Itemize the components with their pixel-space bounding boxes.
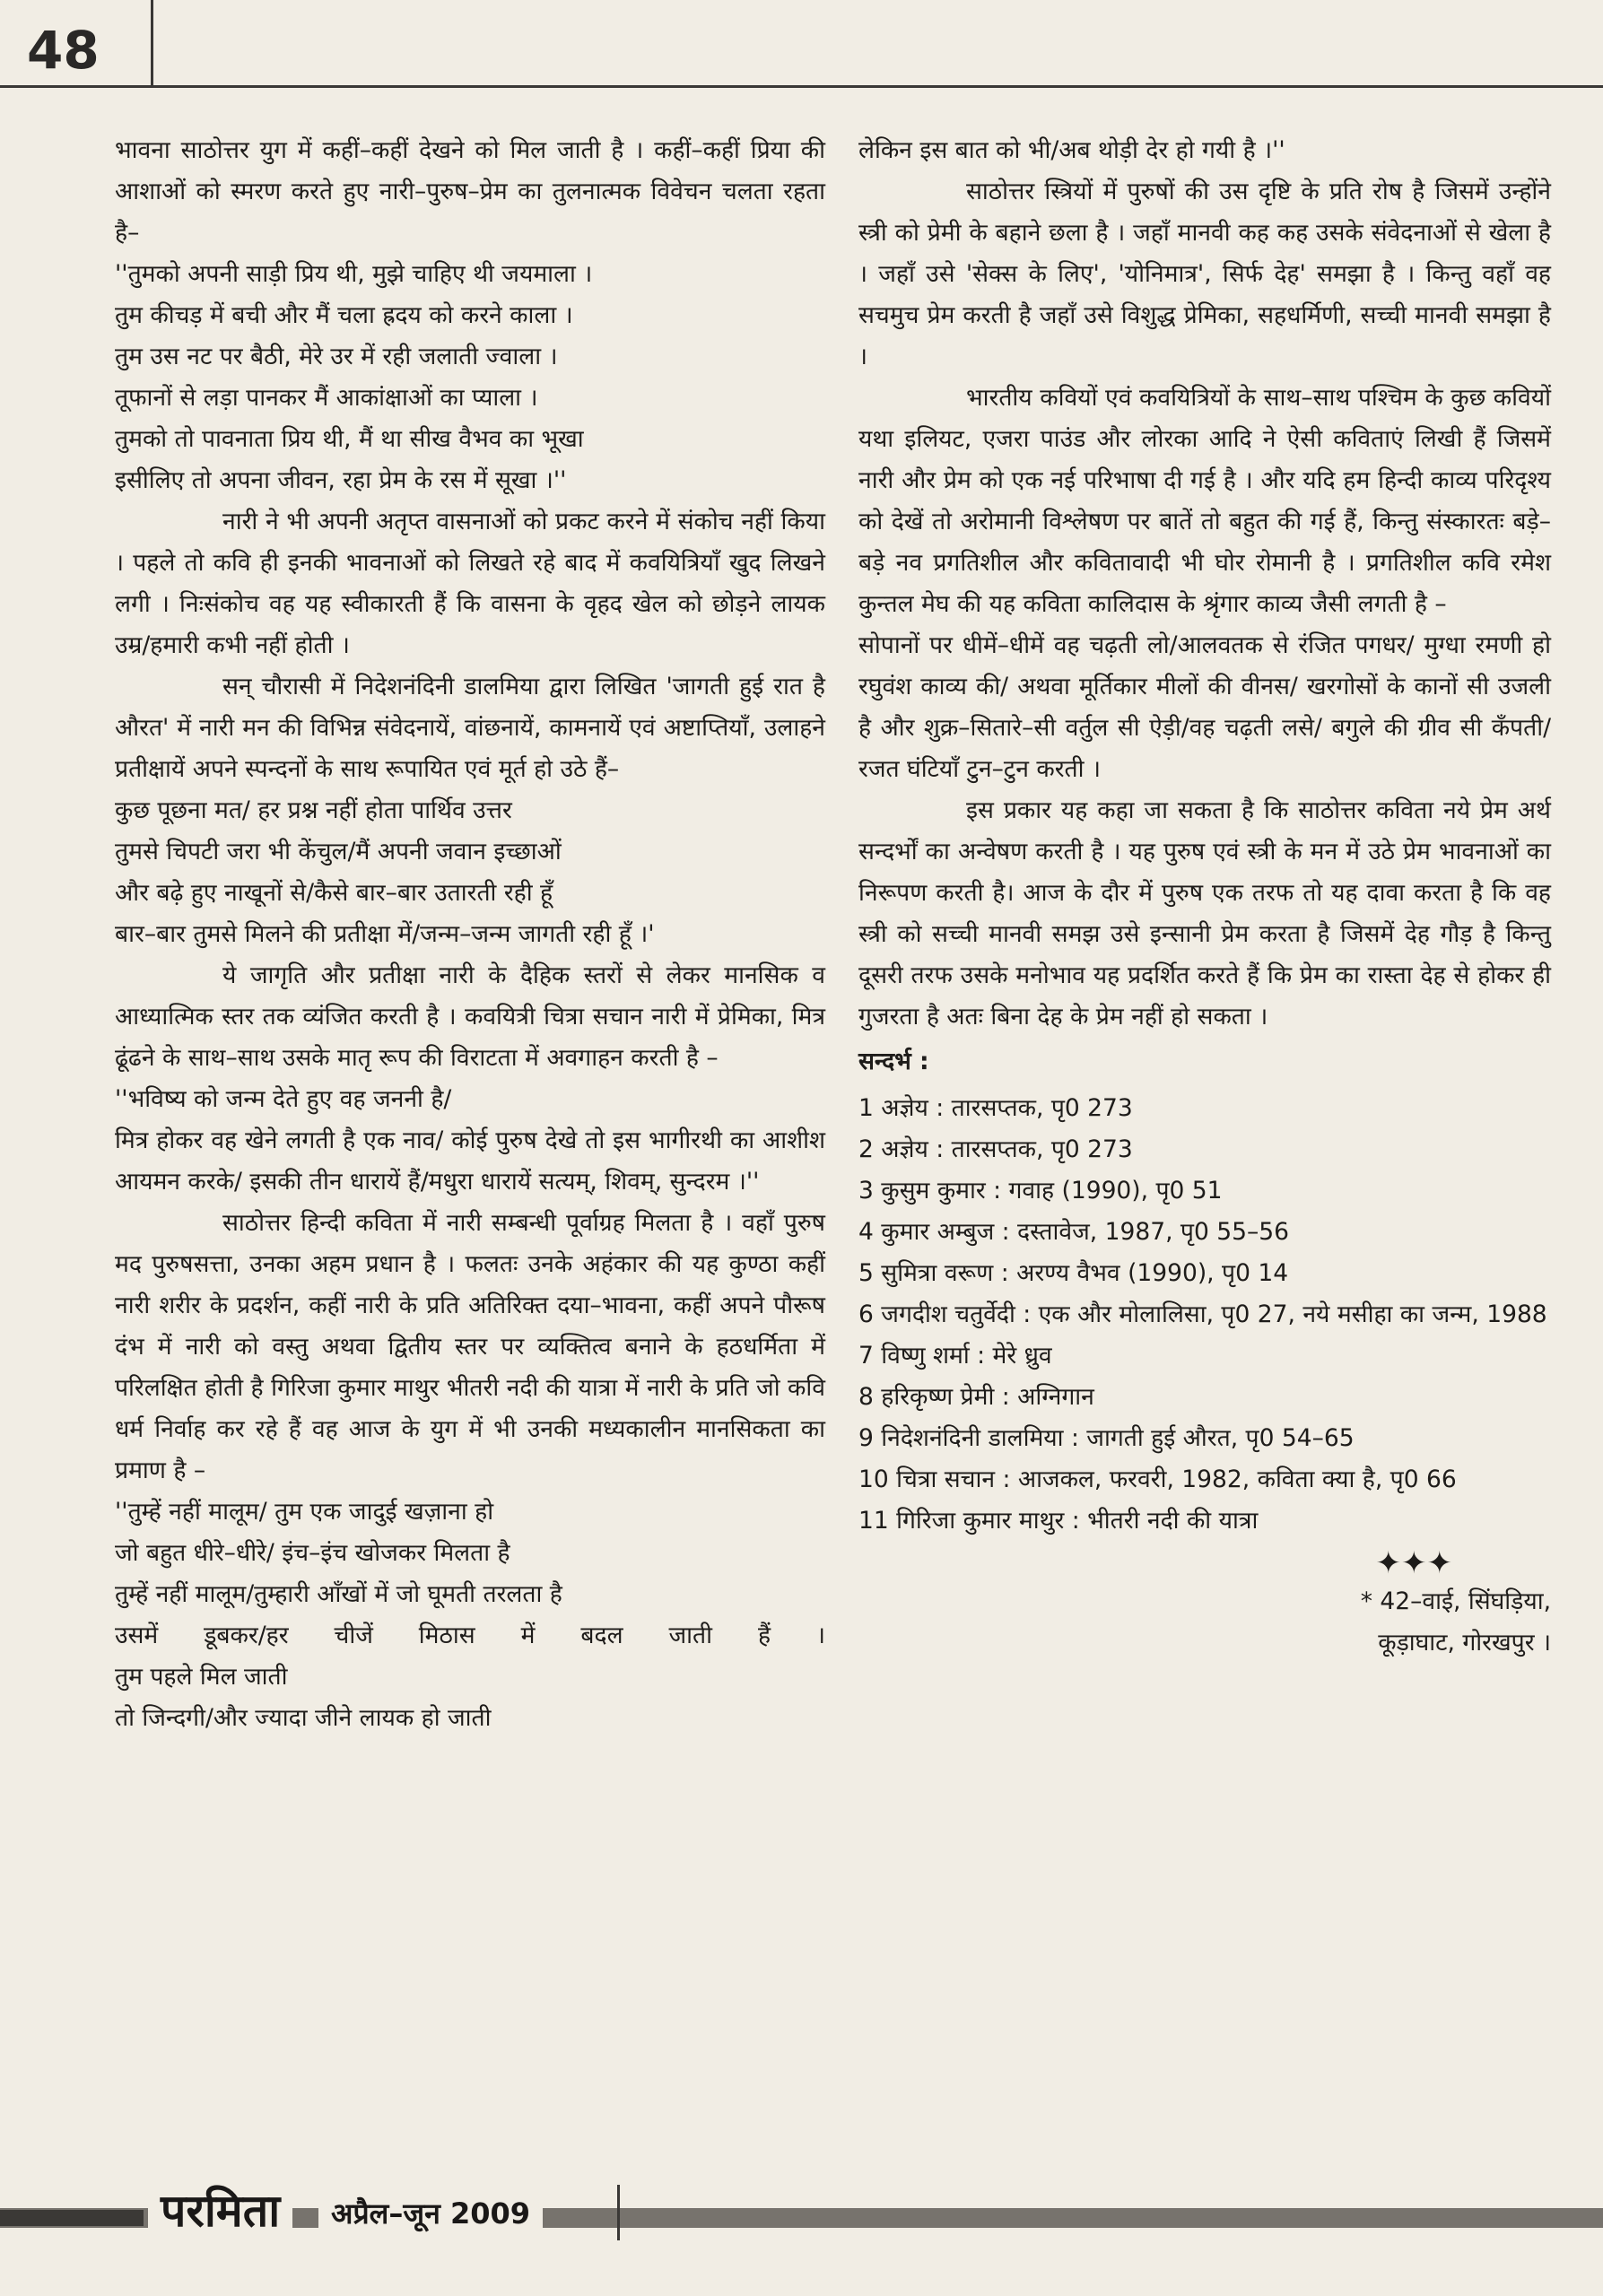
header-divider — [0, 85, 1603, 88]
paragraph: भावना साठोत्तर युग में कहीं–कहीं देखने को मिल जाती है । कहीं–कहीं प्रिया की आशाओं को स्मरण करते हुए नारी–पुरुष–प्रेम का तुलनात्मक विवेचन चलता रहता है– — [115, 136, 825, 247]
author-address-line: * 42–वाई, सिंघड़िया, — [1360, 1587, 1551, 1615]
footer-band-accent — [0, 2210, 144, 2226]
poem-line: जो बहुत धीरे–धीरे/ इंच–इंच खोजकर मिलता है — [115, 1539, 510, 1567]
poem-line: तुम उस नट पर बैठी, मेरे उर में रही जलाती ज्वाला । — [115, 343, 558, 370]
poem-quote — [115, 254, 825, 501]
poem-line: तूफानों से लड़ा पानकर मैं आकांक्षाओं का प्याला । — [115, 384, 538, 412]
reference-item: 8 हरिकृष्ण प्रेमी : अग्निगान — [858, 1383, 1094, 1411]
poem-line: कुछ पूछना मत/ हर प्रश्न नहीं होता पार्थिव उत्तर — [115, 796, 512, 824]
section-end-stars: ✦✦✦ — [1375, 1545, 1452, 1581]
poem-line: इसीलिए तो अपना जीवन, रहा प्रेम के रस में सूखा ।'' — [115, 466, 567, 494]
paragraph: साठोत्तर हिन्दी कविता में नारी सम्बन्धी पूर्वाग्रह मिलता है । वहाँ पुरुष मद पुरुषसत्ता, उनका अहम प्रधान है । फलतः उनके अहंकार की यह कुण्ठा कहीं नारी शरीर के प्रदर्शन, कहीं नारी के प्रति अतिरिक्त दया–भावना, कहीं अपने पौरूष दंभ में नारी को वस्तु अथवा द्वितीय स्तर पर व्यक्तित्व बनाने के हठधर्मिता में परिलक्षित होती है गिरिजा कुमार माथुर भीतरी नदी की यात्रा में नारी के प्रति जो कवि धर्म निर्वाह कर रहे हैं वह आज के युग में भी उनकी मध्यकालीन मानसिकता का प्रमाण है – — [115, 1209, 825, 1484]
reference-item: 9 निदेशनंदिनी डालमिया : जागती हुई औरत, पृ0 54–65 — [858, 1424, 1355, 1452]
paragraph: ये जागृति और प्रतीक्षा नारी के दैहिक स्तरों से लेकर मानसिक व आध्यात्मिक स्तर तक व्यंजित करती है । कवयित्री चित्रा सचान नारी में प्रेमिका, मित्र ढूंढने के साथ–साथ उसके मातृ रूप की विराटता में अवगाहन करती है – — [115, 961, 825, 1072]
issue-date: अप्रैल–जून 2009 — [318, 2187, 543, 2240]
poem-quote — [115, 790, 825, 914]
footer-divider — [617, 2185, 620, 2240]
poem-line: तुम्हें नहीं मालूम/तुम्हारी आँखों में जो घूमती तरलता है — [115, 1580, 562, 1608]
paragraph: भारतीय कवियों एवं कवयित्रियों के साथ–साथ पश्चिम के कुछ कवियों यथा इलियट, एजरा पाउंड और लोरका आदि ने ऐसी कविताएं लिखी हैं जिसमें नारी और प्रेम को एक नई परिभाषा दी गई है । और यदि हम हिन्दी काव्य परिदृश्य को देखें तो अरोमानी विश्लेषण पर बातें तो बहुत की गई हैं, किन्तु संस्कारतः बड़े–बड़े नव प्रगतिशील और कवितावादी भी घोर रोमानी है । प्रगतिशील कवि रमेश कुन्तल मेघ की यह कविता कालिदास के श्रृंगार काव्य जैसी लगती है – — [858, 384, 1551, 618]
page-footer — [0, 2179, 1603, 2251]
reference-item: 11 गिरिजा कुमार माथुर : भीतरी नदी की यात्रा — [858, 1507, 1259, 1535]
paragraph: साठोत्तर स्त्रियों में पुरुषों की उस दृष्टि के प्रति रोष है जिसमें उन्होंने स्त्री को प्रेमी के बहाने छला है । जहाँ मानवी कह कह उसके संवेदनाओं से खेला है । जहाँ उसे 'सेक्स के लिए', 'योनिमात्र', सिर्फ देह' समझा है । किन्तु वहाँ वह सचमुच प्रेम करती है जहाँ उसे विशुद्ध प्रेमिका, सहधर्मिणी, सच्ची मानवी समझा है । — [858, 178, 1551, 370]
poem-quote — [115, 1492, 825, 1615]
poem-line: तुम कीचड़ में बची और मैं चला ह्रदय को करने काला । — [115, 301, 573, 329]
poem-line: तुमको तो पावनाता प्रिय थी, मैं था सीख वैभव का भूखा — [115, 425, 584, 453]
poem-line: ''भविष्य को जन्म देते हुए वह जननी है/ — [115, 1085, 452, 1113]
reference-item: 7 विष्णु शर्मा : मेरे ध्रुव — [858, 1342, 1052, 1370]
poem-line: और बढ़े हुए नाखूनों से/कैसे बार–बार उतारती रही हूँ — [115, 879, 553, 907]
poem-line: तुम पहले मिल जाती — [115, 1663, 288, 1691]
page-number: 48 — [27, 20, 100, 81]
author-address-line: कूड़ाघाट, गोरखपुर । — [1378, 1629, 1551, 1657]
references-title: सन्दर्भ : — [858, 1048, 929, 1075]
poem-line: ''तुम्हें नहीं मालूम/ तुम एक जादुई खज़ाना हो — [115, 1498, 494, 1526]
poem-line: बार–बार तुमसे मिलने की प्रतीक्षा में/जन्म–जन्म जागती रही हूँ ।' — [115, 920, 655, 948]
references-list — [858, 1088, 1551, 1542]
paragraph: सन् चौरासी में निदेशनंदिनी डालमिया द्वारा लिखित 'जागती हुई रात है औरत' में नारी मन की विभिन्न संवेदनायें, वांछनायें, कामनायें एवं अष्टाप्तियाँ, उलाहने प्रतीक्षायें अपने स्पन्दनों के साथ रूपायित एवं मूर्त हो उठे हैं– — [115, 673, 825, 783]
poem-line: ''तुमको अपनी साड़ी प्रिय थी, मुझे चाहिए थी जयमाला । — [115, 260, 593, 288]
poem-line: लेकिन इस बात को भी/अब थोड़ी देर हो गयी है ।'' — [858, 136, 1285, 164]
reference-item: 3 कुसुम कुमार : गवाह (1990), पृ0 51 — [858, 1177, 1223, 1205]
reference-item: 2 अज्ञेय : तारसप्तक, पृ0 273 — [858, 1135, 1133, 1163]
poem-line: तो जिन्दगी/और ज्यादा जीने लायक हो जाती — [115, 1704, 492, 1732]
magazine-name: परमिता — [148, 2179, 292, 2242]
reference-item: 5 सुमित्रा वरूण : अरण्य वैभव (1990), पृ0 14 — [858, 1259, 1289, 1287]
poem-quote — [115, 1079, 825, 1120]
poem-line: तुमसे चिपटी जरा भी केंचुल/मैं अपनी जवान इच्छाओं — [115, 838, 562, 865]
reference-item: 1 अज्ञेय : तारसप्तक, पृ0 273 — [858, 1094, 1133, 1122]
poem-line: उसमें डूबकर/हर चीजें मिठास में बदल जाती हैं । — [115, 1622, 825, 1649]
poem-line: मित्र होकर वह खेने लगती है एक नाव/ कोई पुरुष देखे तो इस भागीरथी का आशीश आयमन करके/ इसकी तीन धारायें हैं/मधुरा धारायें सत्यम्, शिवम्, सुन्दरम ।'' — [115, 1126, 825, 1196]
header-divider-vertical — [151, 0, 153, 88]
poem-quote: सोपानों पर धीमें–धीमें वह चढ़ती लो/आलवतक से रंजित पगधर/ मुग्धा रमणी हो रघुवंश काव्य की/ अथवा मूर्तिकार मीलों की वीनस/ खरगोसों के कानों सी उजली है और शुक्र–सितारे–सी वर्तुल सी ऐड़ी/वह चढ़ती लसे/ बगुले की ग्रीव सी कँपती/रजत घंटियाँ टुन–टुन करती । — [858, 631, 1551, 783]
reference-item: 10 चित्रा सचान : आजकल, फरवरी, 1982, कविता क्या है, पृ0 66 — [858, 1465, 1457, 1493]
reference-item: 6 जगदीश चतुर्वेदी : एक और मोलालिसा, पृ0 27, नये मसीहा का जन्म, 1988 — [858, 1300, 1547, 1328]
right-column — [858, 130, 1551, 1664]
left-column — [115, 130, 825, 1739]
reference-item: 4 कुमार अम्बुज : दस्तावेज, 1987, पृ0 55–56 — [858, 1218, 1289, 1246]
paragraph: नारी ने भी अपनी अतृप्त वासनाओं को प्रकट करने में संकोच नहीं किया । पहले तो कवि ही इनकी भावनाओं को लिखते रहे बाद में कवयित्रियाँ खुद लिखने लगी । निःसंकोच वह यह स्वीकारती हैं कि वासना के वृहद खेल को छोड़ने लायक उम्र/हमारी कभी नहीं होती । — [115, 508, 825, 659]
paragraph: इस प्रकार यह कहा जा सकता है कि साठोत्तर कविता नये प्रेम अर्थ सन्दर्भों का अन्वेषण करती है । यह पुरुष एवं स्त्री के मन में उठे प्रेम भावनाओं का निरूपण करती है। आज के दौर में पुरुष एक तरफ तो यह दावा करता है कि वह स्त्री को सच्ची मानवी समझ उसे इन्सानी प्रेम करता है जिसमें देह गौड़ है किन्तु दूसरी तरफ उसके मनोभाव यह प्रदर्शित करते हैं कि प्रेम का रास्ता देह से होकर ही गुजरता है अतः बिना देह के प्रेम नहीं हो सकता । — [858, 796, 1551, 1031]
poem-quote — [115, 1657, 825, 1739]
